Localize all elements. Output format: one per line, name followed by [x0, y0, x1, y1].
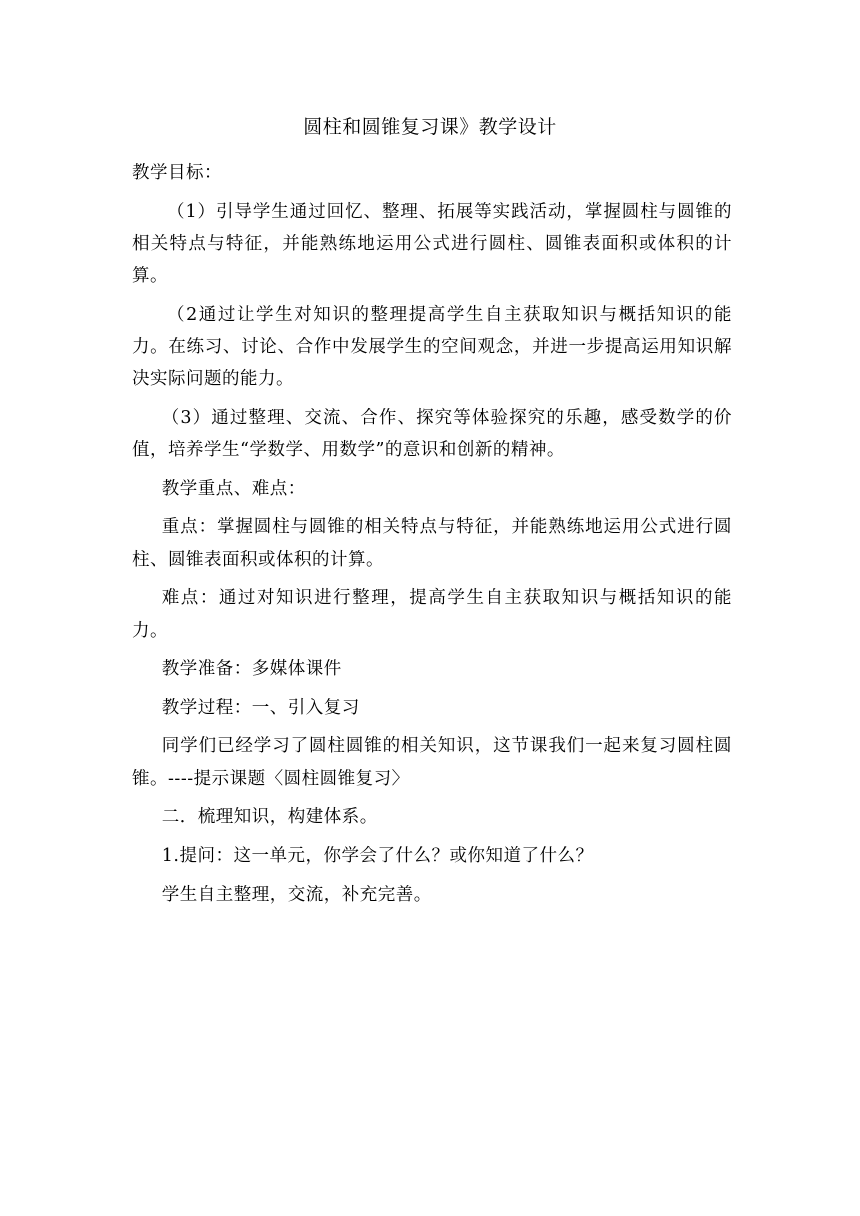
paragraph-section-two: 二．梳理知识，构建体系。	[161, 807, 378, 828]
paragraph-objective-1: （1）引导学生通过回忆、整理、拓展等实践活动，掌握圆柱与圆锥的相关特点与特征，并能熟练地运用公式进行圆柱、圆锥表面积或体积的计算。	[132, 201, 732, 287]
paragraph-key-point: 重点：掌握圆柱与圆锥的相关特点与特征，并能熟练地运用公式进行圆柱、圆锥表面积或体积的计算。	[132, 517, 732, 570]
document-title: 圆柱和圆锥复习课》教学设计	[303, 116, 557, 138]
paragraph-key-points-heading: 教学重点、难点：	[161, 478, 306, 499]
paragraph-objectives-heading: 教学目标：	[132, 163, 222, 183]
paragraph-process-intro: 教学过程：一、引入复习	[161, 697, 360, 718]
paragraph-preparation: 教学准备：多媒体课件	[161, 659, 342, 680]
paragraph-difficult-point: 难点：通过对知识进行整理，提高学生自主获取知识与概括知识的能力。	[132, 588, 732, 641]
paragraph-review-intro: 同学们已经学习了圆柱圆锥的相关知识，这节课我们一起来复习圆柱圆锥。----提示课题〈圆柱圆锥复习〉	[132, 736, 732, 789]
document-body	[132, 157, 732, 917]
paragraph-question: 1.提问：这一单元，你学会了什么？或你知道了什么？	[161, 845, 594, 866]
paragraph-objective-3: （3）通过整理、交流、合作、探究等体验探究的乐趣，感受数学的价值，培养学生“学数学、用数学”的意识和创新的精神。	[132, 407, 732, 461]
paragraph-student-activity: 学生自主整理，交流，补充完善。	[161, 884, 432, 905]
paragraph-objective-2: （2通过让学生对知识的整理提高学生自主获取知识与概括知识的能力。在练习、讨论、合作中发展学生的空间观念，并进一步提高运用知识解决实际问题的能力。	[132, 304, 732, 390]
